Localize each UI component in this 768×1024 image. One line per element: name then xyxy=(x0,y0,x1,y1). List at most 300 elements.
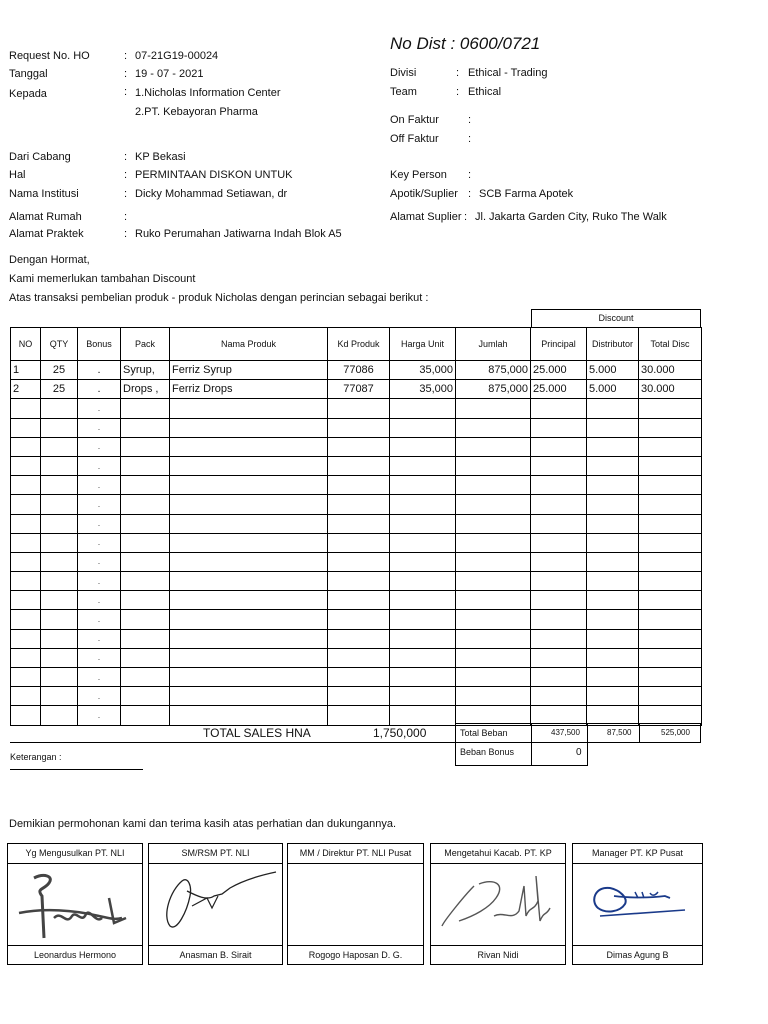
beban-bonus-label: Beban Bonus xyxy=(460,747,515,757)
table-cell: . xyxy=(78,456,121,475)
table-cell xyxy=(456,533,531,552)
field-value: 07-21G19-00024 xyxy=(135,50,219,62)
table-cell: 1 xyxy=(11,361,41,380)
table-cell: 77086 xyxy=(328,361,390,380)
table-cell: . xyxy=(78,552,121,571)
field-colon: : xyxy=(124,169,128,181)
table-cell: 5.000 xyxy=(587,380,639,399)
table-cell xyxy=(328,437,390,456)
signature-image xyxy=(152,866,280,936)
field-colon: : xyxy=(464,211,468,223)
table-cell xyxy=(328,610,390,629)
table-row-empty xyxy=(11,668,702,687)
field-label: Kepada xyxy=(9,88,47,100)
field-colon: : xyxy=(456,86,460,98)
table-cell xyxy=(121,629,170,648)
field-colon: : xyxy=(468,133,472,145)
field-value: SCB Farma Apotek xyxy=(479,188,574,200)
field-label: Request No. HO xyxy=(9,50,90,62)
table-cell xyxy=(11,418,41,437)
table-cell xyxy=(11,668,41,687)
table-cell xyxy=(639,399,702,418)
total-sales-value: 1,750,000 xyxy=(373,726,427,740)
table-cell xyxy=(531,476,587,495)
total-beban-principal: 437,500 xyxy=(551,728,580,737)
table-cell xyxy=(531,552,587,571)
table-row-empty xyxy=(11,495,702,514)
table-cell xyxy=(456,437,531,456)
table-cell: . xyxy=(78,687,121,706)
table-cell xyxy=(170,610,328,629)
table-cell xyxy=(328,476,390,495)
table-cell xyxy=(328,648,390,667)
table-cell xyxy=(41,591,78,610)
table-cell xyxy=(587,476,639,495)
table-cell xyxy=(639,648,702,667)
table-cell xyxy=(456,495,531,514)
table-cell xyxy=(390,706,456,725)
table-cell xyxy=(328,418,390,437)
table-cell xyxy=(328,629,390,648)
table-cell xyxy=(587,610,639,629)
table-cell: Drops , xyxy=(121,380,170,399)
table-cell xyxy=(11,591,41,610)
table-cell xyxy=(328,514,390,533)
divider xyxy=(148,945,283,946)
field-value: Dicky Mohammad Setiawan, dr xyxy=(135,188,288,200)
table-cell xyxy=(170,476,328,495)
table-cell: 5.000 xyxy=(587,361,639,380)
table-cell: . xyxy=(78,399,121,418)
table-cell: . xyxy=(78,610,121,629)
table-cell xyxy=(390,668,456,687)
table-row-empty xyxy=(11,437,702,456)
table-cell: Ferriz Syrup xyxy=(170,361,328,380)
table-cell xyxy=(170,591,328,610)
table-cell: . xyxy=(78,418,121,437)
field-label: Alamat Praktek xyxy=(9,228,84,240)
column-header: Bonus xyxy=(78,328,121,361)
table-row-empty xyxy=(11,456,702,475)
table-cell xyxy=(328,495,390,514)
table-cell xyxy=(639,476,702,495)
table-cell xyxy=(121,668,170,687)
field-value: KP Bekasi xyxy=(135,151,186,163)
total-beban-distributor: 87,500 xyxy=(607,728,632,737)
table-cell xyxy=(587,668,639,687)
table-cell xyxy=(121,572,170,591)
signature-name: Anasman B. Sirait xyxy=(179,950,252,960)
table-row-empty xyxy=(11,514,702,533)
table-cell xyxy=(390,591,456,610)
table-cell: 875,000 xyxy=(456,361,531,380)
table-cell: . xyxy=(78,476,121,495)
table-cell xyxy=(639,629,702,648)
signature-title: Yg Mengusulkan PT. NLI xyxy=(25,848,125,858)
table-cell xyxy=(587,456,639,475)
table-cell xyxy=(41,495,78,514)
table-cell: 77087 xyxy=(328,380,390,399)
no-dist: No Dist : 0600/0721 xyxy=(390,34,541,53)
table-cell xyxy=(41,476,78,495)
table-cell xyxy=(11,687,41,706)
signature-title: SM/RSM PT. NLI xyxy=(181,848,250,858)
table-cell xyxy=(11,495,41,514)
field-colon: : xyxy=(124,86,128,98)
table-cell xyxy=(170,437,328,456)
table-cell xyxy=(170,668,328,687)
table-cell xyxy=(121,552,170,571)
table-cell: 30.000 xyxy=(639,361,702,380)
table-cell xyxy=(121,399,170,418)
table-cell: 875,000 xyxy=(456,380,531,399)
column-header: Principal xyxy=(531,328,587,361)
table-cell xyxy=(11,572,41,591)
table-cell xyxy=(121,648,170,667)
table-cell xyxy=(11,706,41,725)
table-cell: . xyxy=(78,706,121,725)
table-cell xyxy=(390,610,456,629)
field-value: Jl. Jakarta Garden City, Ruko The Walk xyxy=(475,211,667,223)
table-cell xyxy=(456,399,531,418)
table-cell xyxy=(390,495,456,514)
signature-title: Mengetahui Kacab. PT. KP xyxy=(444,848,552,858)
table-row-empty xyxy=(11,418,702,437)
field-colon: : xyxy=(124,188,128,200)
field-label: Dari Cabang xyxy=(9,151,71,163)
field-label: On Faktur xyxy=(390,114,439,126)
table-cell xyxy=(639,610,702,629)
table-cell: 35,000 xyxy=(390,380,456,399)
table-cell xyxy=(121,514,170,533)
field-colon: : xyxy=(456,67,460,79)
table-cell xyxy=(170,629,328,648)
closing-text: Demikian permohonan kami dan terima kasih atas perhatian dan dukungannya. xyxy=(9,818,397,830)
table-cell: . xyxy=(78,361,121,380)
table-cell xyxy=(639,552,702,571)
table-cell xyxy=(41,456,78,475)
table-cell xyxy=(11,456,41,475)
table-cell xyxy=(587,552,639,571)
signature-image xyxy=(14,868,134,943)
table-cell xyxy=(328,572,390,591)
table-cell xyxy=(390,514,456,533)
table-cell xyxy=(456,572,531,591)
table-cell: . xyxy=(78,380,121,399)
table-cell xyxy=(41,610,78,629)
field-label: Key Person xyxy=(390,169,447,181)
table-cell xyxy=(531,533,587,552)
table-cell xyxy=(456,456,531,475)
table-cell xyxy=(170,706,328,725)
table-cell xyxy=(639,668,702,687)
field-colon: : xyxy=(468,188,472,200)
table-cell xyxy=(41,648,78,667)
field-label: Team xyxy=(390,86,417,98)
table-cell xyxy=(11,476,41,495)
table-cell xyxy=(587,495,639,514)
table-cell xyxy=(456,648,531,667)
table-cell xyxy=(170,418,328,437)
table-cell xyxy=(456,476,531,495)
table-cell xyxy=(390,629,456,648)
table-header-row xyxy=(11,328,702,361)
greeting: Dengan Hormat, xyxy=(9,254,90,266)
column-header: Kd Produk xyxy=(328,328,390,361)
field-label: Apotik/Suplier xyxy=(390,188,458,200)
table-cell xyxy=(11,533,41,552)
signature-name: Rogogo Haposan D. G. xyxy=(308,950,403,960)
table-cell: . xyxy=(78,648,121,667)
table-cell xyxy=(328,687,390,706)
table-cell xyxy=(531,437,587,456)
intro-line-2: Atas transaksi pembelian produk - produk Nicholas dengan perincian sebagai berikut : xyxy=(9,292,429,304)
table-cell xyxy=(587,533,639,552)
table-cell xyxy=(170,687,328,706)
table-cell xyxy=(170,648,328,667)
table-cell xyxy=(11,629,41,648)
table-cell xyxy=(531,495,587,514)
table-cell xyxy=(390,687,456,706)
divider xyxy=(7,945,143,946)
table-cell xyxy=(11,648,41,667)
table-row-empty xyxy=(11,591,702,610)
column-header: Harga Unit xyxy=(390,328,456,361)
table-cell xyxy=(170,533,328,552)
table-cell: 30.000 xyxy=(639,380,702,399)
column-header: Total Disc xyxy=(639,328,702,361)
table-cell xyxy=(587,399,639,418)
table-cell xyxy=(639,687,702,706)
table-row-empty xyxy=(11,629,702,648)
table-cell xyxy=(121,495,170,514)
table-cell xyxy=(456,418,531,437)
table-cell xyxy=(41,399,78,418)
table-cell xyxy=(390,572,456,591)
table-row xyxy=(11,380,702,399)
table-cell xyxy=(587,648,639,667)
table-cell xyxy=(390,418,456,437)
table-cell xyxy=(328,399,390,418)
field-label: Alamat Rumah xyxy=(9,211,82,223)
signature-title: Manager PT. KP Pusat xyxy=(592,848,683,858)
signature-image xyxy=(434,866,562,938)
column-header: Distributor xyxy=(587,328,639,361)
discount-header: Discount xyxy=(598,313,634,323)
table-cell xyxy=(11,514,41,533)
table-row-empty xyxy=(11,648,702,667)
table-cell xyxy=(639,591,702,610)
table-cell: 25.000 xyxy=(531,380,587,399)
signature-name: Leonardus Hermono xyxy=(33,950,117,960)
intro-line-1: Kami memerlukan tambahan Discount xyxy=(9,273,196,285)
field-value: Ethical - Trading xyxy=(468,67,548,79)
field-label: Nama Institusi xyxy=(9,188,79,200)
table-row-empty xyxy=(11,476,702,495)
signature-image xyxy=(580,876,692,926)
table-cell xyxy=(328,591,390,610)
table-cell xyxy=(456,552,531,571)
table-cell xyxy=(390,437,456,456)
table-cell xyxy=(41,552,78,571)
table-row-empty xyxy=(11,687,702,706)
table-cell xyxy=(531,418,587,437)
table-cell: . xyxy=(78,668,121,687)
table-cell xyxy=(587,591,639,610)
table-cell xyxy=(531,648,587,667)
table-cell xyxy=(41,706,78,725)
table-cell xyxy=(587,572,639,591)
field-colon: : xyxy=(468,169,472,181)
table-cell xyxy=(121,456,170,475)
table-cell xyxy=(390,552,456,571)
table-cell xyxy=(639,418,702,437)
field-label: Hal xyxy=(9,169,26,181)
table-cell xyxy=(639,533,702,552)
table-cell xyxy=(456,591,531,610)
table-row-empty xyxy=(11,533,702,552)
table-cell xyxy=(390,476,456,495)
table-cell xyxy=(587,437,639,456)
beban-bonus-value: 0 xyxy=(576,747,582,758)
field-colon: : xyxy=(468,114,472,126)
table-cell xyxy=(170,456,328,475)
table-cell xyxy=(121,610,170,629)
table-cell xyxy=(587,514,639,533)
table-cell xyxy=(41,668,78,687)
divider xyxy=(430,945,566,946)
table-cell xyxy=(170,514,328,533)
table-cell xyxy=(587,687,639,706)
table-cell xyxy=(328,456,390,475)
table-cell xyxy=(170,572,328,591)
keterangan-line xyxy=(10,769,143,770)
table-cell xyxy=(639,495,702,514)
table-cell xyxy=(121,418,170,437)
table-cell: Ferriz Drops xyxy=(170,380,328,399)
table-cell: 2 xyxy=(11,380,41,399)
table-cell xyxy=(639,456,702,475)
divider xyxy=(572,945,703,946)
table-cell xyxy=(531,687,587,706)
field-label: Alamat Suplier xyxy=(390,211,462,223)
field-value: Ruko Perumahan Jatiwarna Indah Blok A5 xyxy=(135,228,342,240)
table-row xyxy=(11,361,702,380)
table-cell xyxy=(170,552,328,571)
table-cell: 25.000 xyxy=(531,361,587,380)
table-cell xyxy=(11,399,41,418)
table-cell: . xyxy=(78,437,121,456)
field-value: Ethical xyxy=(468,86,502,98)
table-cell: 35,000 xyxy=(390,361,456,380)
table-cell xyxy=(390,648,456,667)
table-cell xyxy=(121,687,170,706)
divider xyxy=(10,742,455,743)
table-cell xyxy=(639,572,702,591)
table-cell xyxy=(587,418,639,437)
table-cell xyxy=(456,687,531,706)
column-header: NO xyxy=(11,328,41,361)
table-cell xyxy=(390,399,456,418)
table-cell xyxy=(121,437,170,456)
table-cell: . xyxy=(78,629,121,648)
signature-name: Dimas Agung B xyxy=(606,950,669,960)
field-value: PERMINTAAN DISKON UNTUK xyxy=(135,169,293,181)
table-cell xyxy=(456,514,531,533)
discount-header-cell xyxy=(531,309,701,328)
table-cell xyxy=(390,533,456,552)
signature-name: Rivan Nidi xyxy=(477,950,519,960)
signature-title: MM / Direktur PT. NLI Pusat xyxy=(299,848,412,858)
field-label: Off Faktur xyxy=(390,133,439,145)
table-cell xyxy=(531,456,587,475)
table-cell xyxy=(328,552,390,571)
table-cell xyxy=(41,514,78,533)
field-value: 19 - 07 - 2021 xyxy=(135,68,204,80)
table-cell xyxy=(531,572,587,591)
table-cell xyxy=(456,629,531,648)
divider xyxy=(287,945,424,946)
field-colon: : xyxy=(124,151,128,163)
table-cell xyxy=(328,668,390,687)
table-cell xyxy=(121,591,170,610)
product-table xyxy=(10,327,702,726)
table-cell xyxy=(41,572,78,591)
table-cell xyxy=(121,476,170,495)
table-cell xyxy=(11,437,41,456)
table-cell xyxy=(531,399,587,418)
table-cell xyxy=(121,706,170,725)
column-header: Nama Produk xyxy=(170,328,328,361)
table-row-empty xyxy=(11,399,702,418)
total-beban-label: Total Beban xyxy=(460,728,508,738)
field-value: 2.PT. Kebayoran Pharma xyxy=(135,106,258,118)
table-cell xyxy=(328,706,390,725)
table-cell xyxy=(11,552,41,571)
divider xyxy=(639,723,640,743)
table-cell xyxy=(531,610,587,629)
table-row-empty xyxy=(11,610,702,629)
table-cell xyxy=(531,591,587,610)
table-cell xyxy=(41,687,78,706)
column-header: Pack xyxy=(121,328,170,361)
table-cell: . xyxy=(78,533,121,552)
table-cell: Syrup, xyxy=(121,361,170,380)
field-value: 1.Nicholas Information Center xyxy=(135,87,281,99)
keterangan-label: Keterangan : xyxy=(10,752,62,762)
table-cell xyxy=(531,629,587,648)
table-cell xyxy=(328,533,390,552)
table-cell xyxy=(456,610,531,629)
table-cell xyxy=(639,437,702,456)
table-row-empty xyxy=(11,572,702,591)
table-cell xyxy=(41,418,78,437)
column-header: Jumlah xyxy=(456,328,531,361)
total-beban-total: 525,000 xyxy=(661,728,690,737)
table-cell xyxy=(41,437,78,456)
table-cell: 25 xyxy=(41,361,78,380)
field-colon: : xyxy=(124,228,128,240)
table-cell: . xyxy=(78,495,121,514)
table-cell: . xyxy=(78,591,121,610)
table-cell xyxy=(170,495,328,514)
table-cell xyxy=(390,456,456,475)
table-cell xyxy=(121,533,170,552)
column-header: QTY xyxy=(41,328,78,361)
table-cell: . xyxy=(78,572,121,591)
field-label: Tanggal xyxy=(9,68,48,80)
table-cell: . xyxy=(78,514,121,533)
